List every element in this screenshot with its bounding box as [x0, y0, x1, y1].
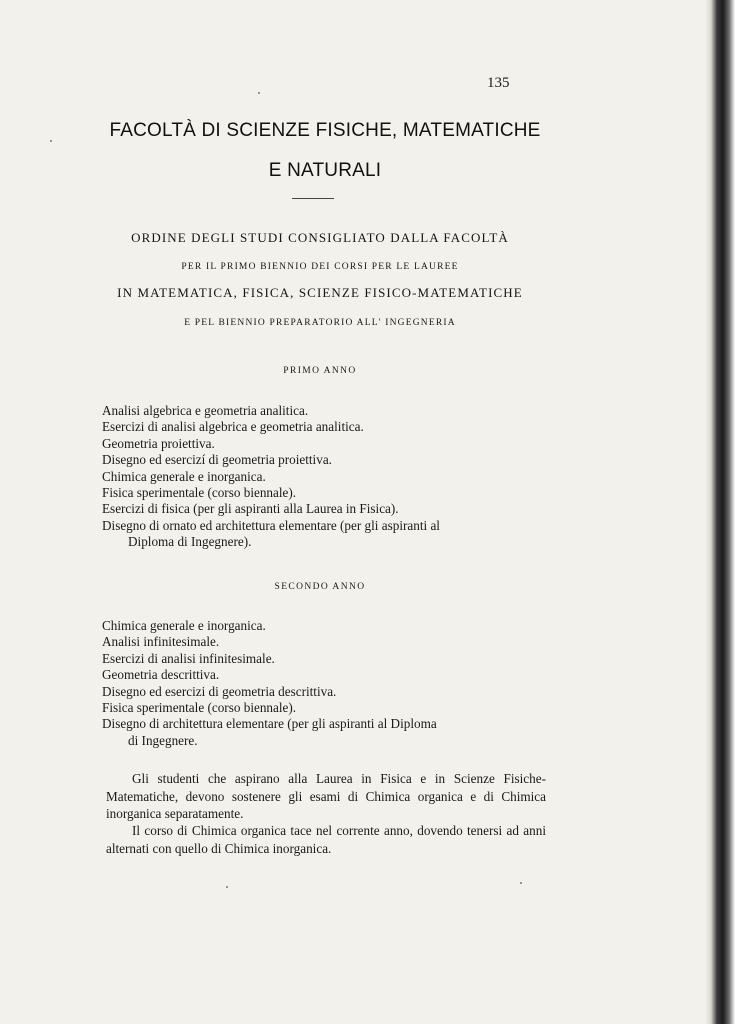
list-item: Fisica sperimentale (corso biennale). [102, 485, 297, 501]
print-speck [520, 882, 522, 884]
title-divider [292, 198, 334, 199]
secondo-anno-heading: SECONDO ANNO [274, 582, 366, 592]
study-order-subheading-1: PER IL PRIMO BIENNIO DEI CORSI PER LE LAUREE [181, 262, 459, 272]
primo-anno-heading: PRIMO ANNO [283, 366, 357, 376]
note-paragraph-2: Il corso di Chimica organica tace nel corrente anno, dovendo tenersi ad anni alternati con quello di Chimica inorganica. [106, 823, 546, 856]
list-item: Disegno di ornato ed architettura elementare (per gli aspiranti al [102, 517, 440, 533]
list-item: Geometria proiettiva. [102, 435, 215, 451]
primo-anno-course-list [102, 403, 542, 551]
print-speck [50, 140, 52, 142]
study-order-subheading-3: E PEL BIENNIO PREPARATORIO ALL' INGEGNERIA [184, 318, 456, 328]
list-item: Disegno ed esercizí di geometria proiettiva. [102, 452, 332, 468]
secondo-anno-course-list [102, 618, 542, 749]
list-item: Esercizi di analisi algebrica e geometria analitica. [102, 419, 364, 435]
list-item: Esercizi di analisi infinitesimale. [102, 650, 275, 666]
faculty-title-line-2: E NATURALI [268, 160, 382, 181]
list-item: Esercizi di fisica (per gli aspiranti alla Laurea in Fisica). [102, 501, 399, 517]
faculty-title-line-1: FACOLTÀ DI SCIENZE FISICHE, MATEMATICHE [109, 120, 541, 141]
list-item: Fisica sperimentale (corso biennale). [102, 700, 297, 716]
page-number: 135 [487, 75, 510, 91]
list-item: Chimica generale e inorganica. [102, 618, 266, 633]
list-item-continuation: Diploma di Ingegnere). [128, 534, 252, 550]
print-speck [226, 886, 228, 888]
list-item: Analisi infinitesimale. [102, 634, 220, 650]
book-binding-edge [705, 0, 739, 1024]
list-item: Chimica generale e inorganica. [102, 468, 266, 484]
list-item-continuation: di Ingegnere. [128, 732, 198, 748]
study-order-subheading-2: IN MATEMATICA, FISICA, SCIENZE FISICO-MATEMATICHE [117, 285, 523, 300]
note-paragraph-1: Gli studenti che aspirano alla Laurea in Fisica e in Scienze Fisiche-Matematiche, devono sostenere gli esami di Chimica organica e di Chimica inorganica separatamente. [106, 771, 546, 821]
list-item: Analisi algebrica e geometria analitica. [102, 403, 309, 418]
study-order-heading: ORDINE DEGLI STUDI CONSIGLIATO DALLA FACOLTÀ [131, 230, 509, 245]
list-item: Geometria descrittiva. [102, 667, 220, 683]
print-speck [258, 92, 260, 94]
list-item: Disegno ed esercizi di geometria descrittiva. [102, 683, 337, 699]
list-item: Disegno di architettura elementare (per gli aspiranti al Diploma [102, 716, 437, 732]
